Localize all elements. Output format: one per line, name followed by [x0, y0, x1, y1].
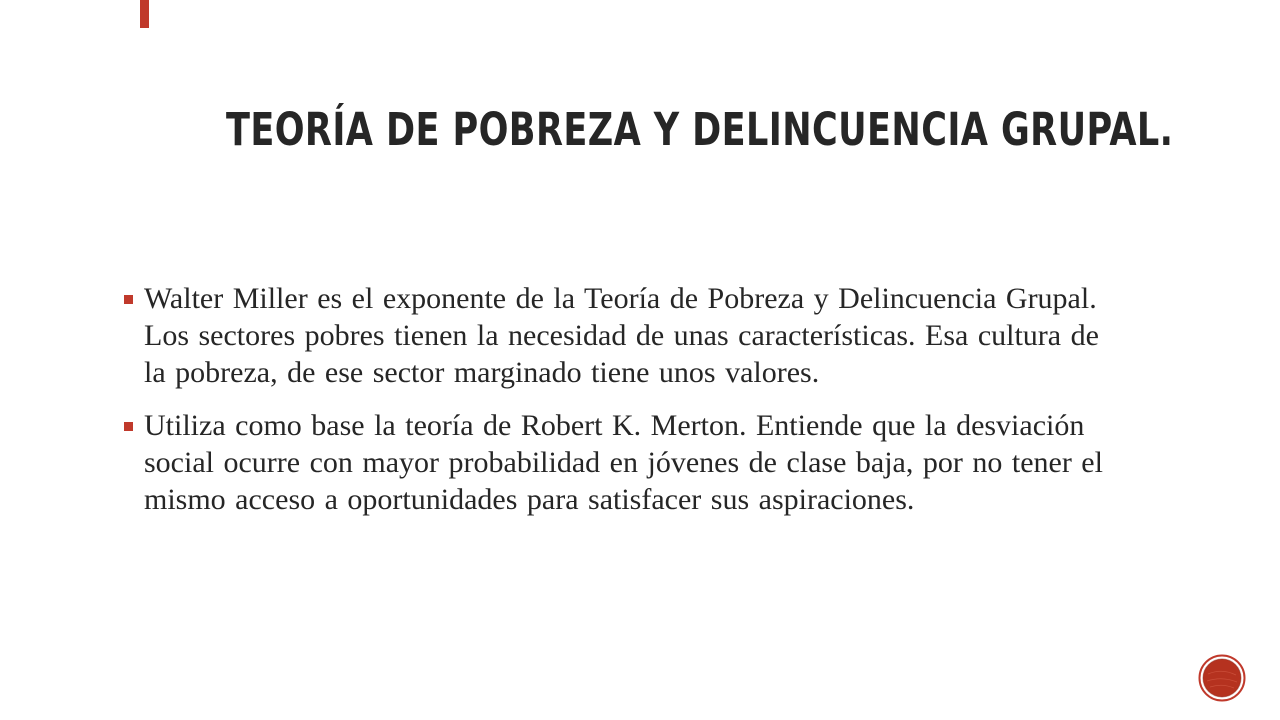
- accent-bar: [140, 0, 149, 28]
- circle-badge-icon: [1198, 654, 1246, 702]
- bullet-item: [120, 407, 1120, 518]
- bullet-list: [120, 280, 1120, 534]
- square-bullet-icon: [124, 422, 133, 431]
- square-bullet-icon: [124, 295, 133, 304]
- bullet-text: Walter Miller es el exponente de la Teoría de Pobreza y Delincuencia Grupal. Los sectores pobres tienen la necesidad de unas características. Esa cultura de la pobreza, de ese sector marginado tiene unos valores.: [144, 282, 1099, 389]
- slide-title: TEORÍA DE POBREZA Y DELINCUENCIA GRUPAL.: [226, 103, 1174, 156]
- bullet-text: Utiliza como base la teoría de Robert K. Merton. Entiende que la desviación social ocurre con mayor probabilidad en jóvenes de clase baja, por no tener el mismo acceso a oportunidades para satisfacer sus aspiraciones.: [144, 409, 1103, 516]
- bullet-item: [120, 280, 1120, 391]
